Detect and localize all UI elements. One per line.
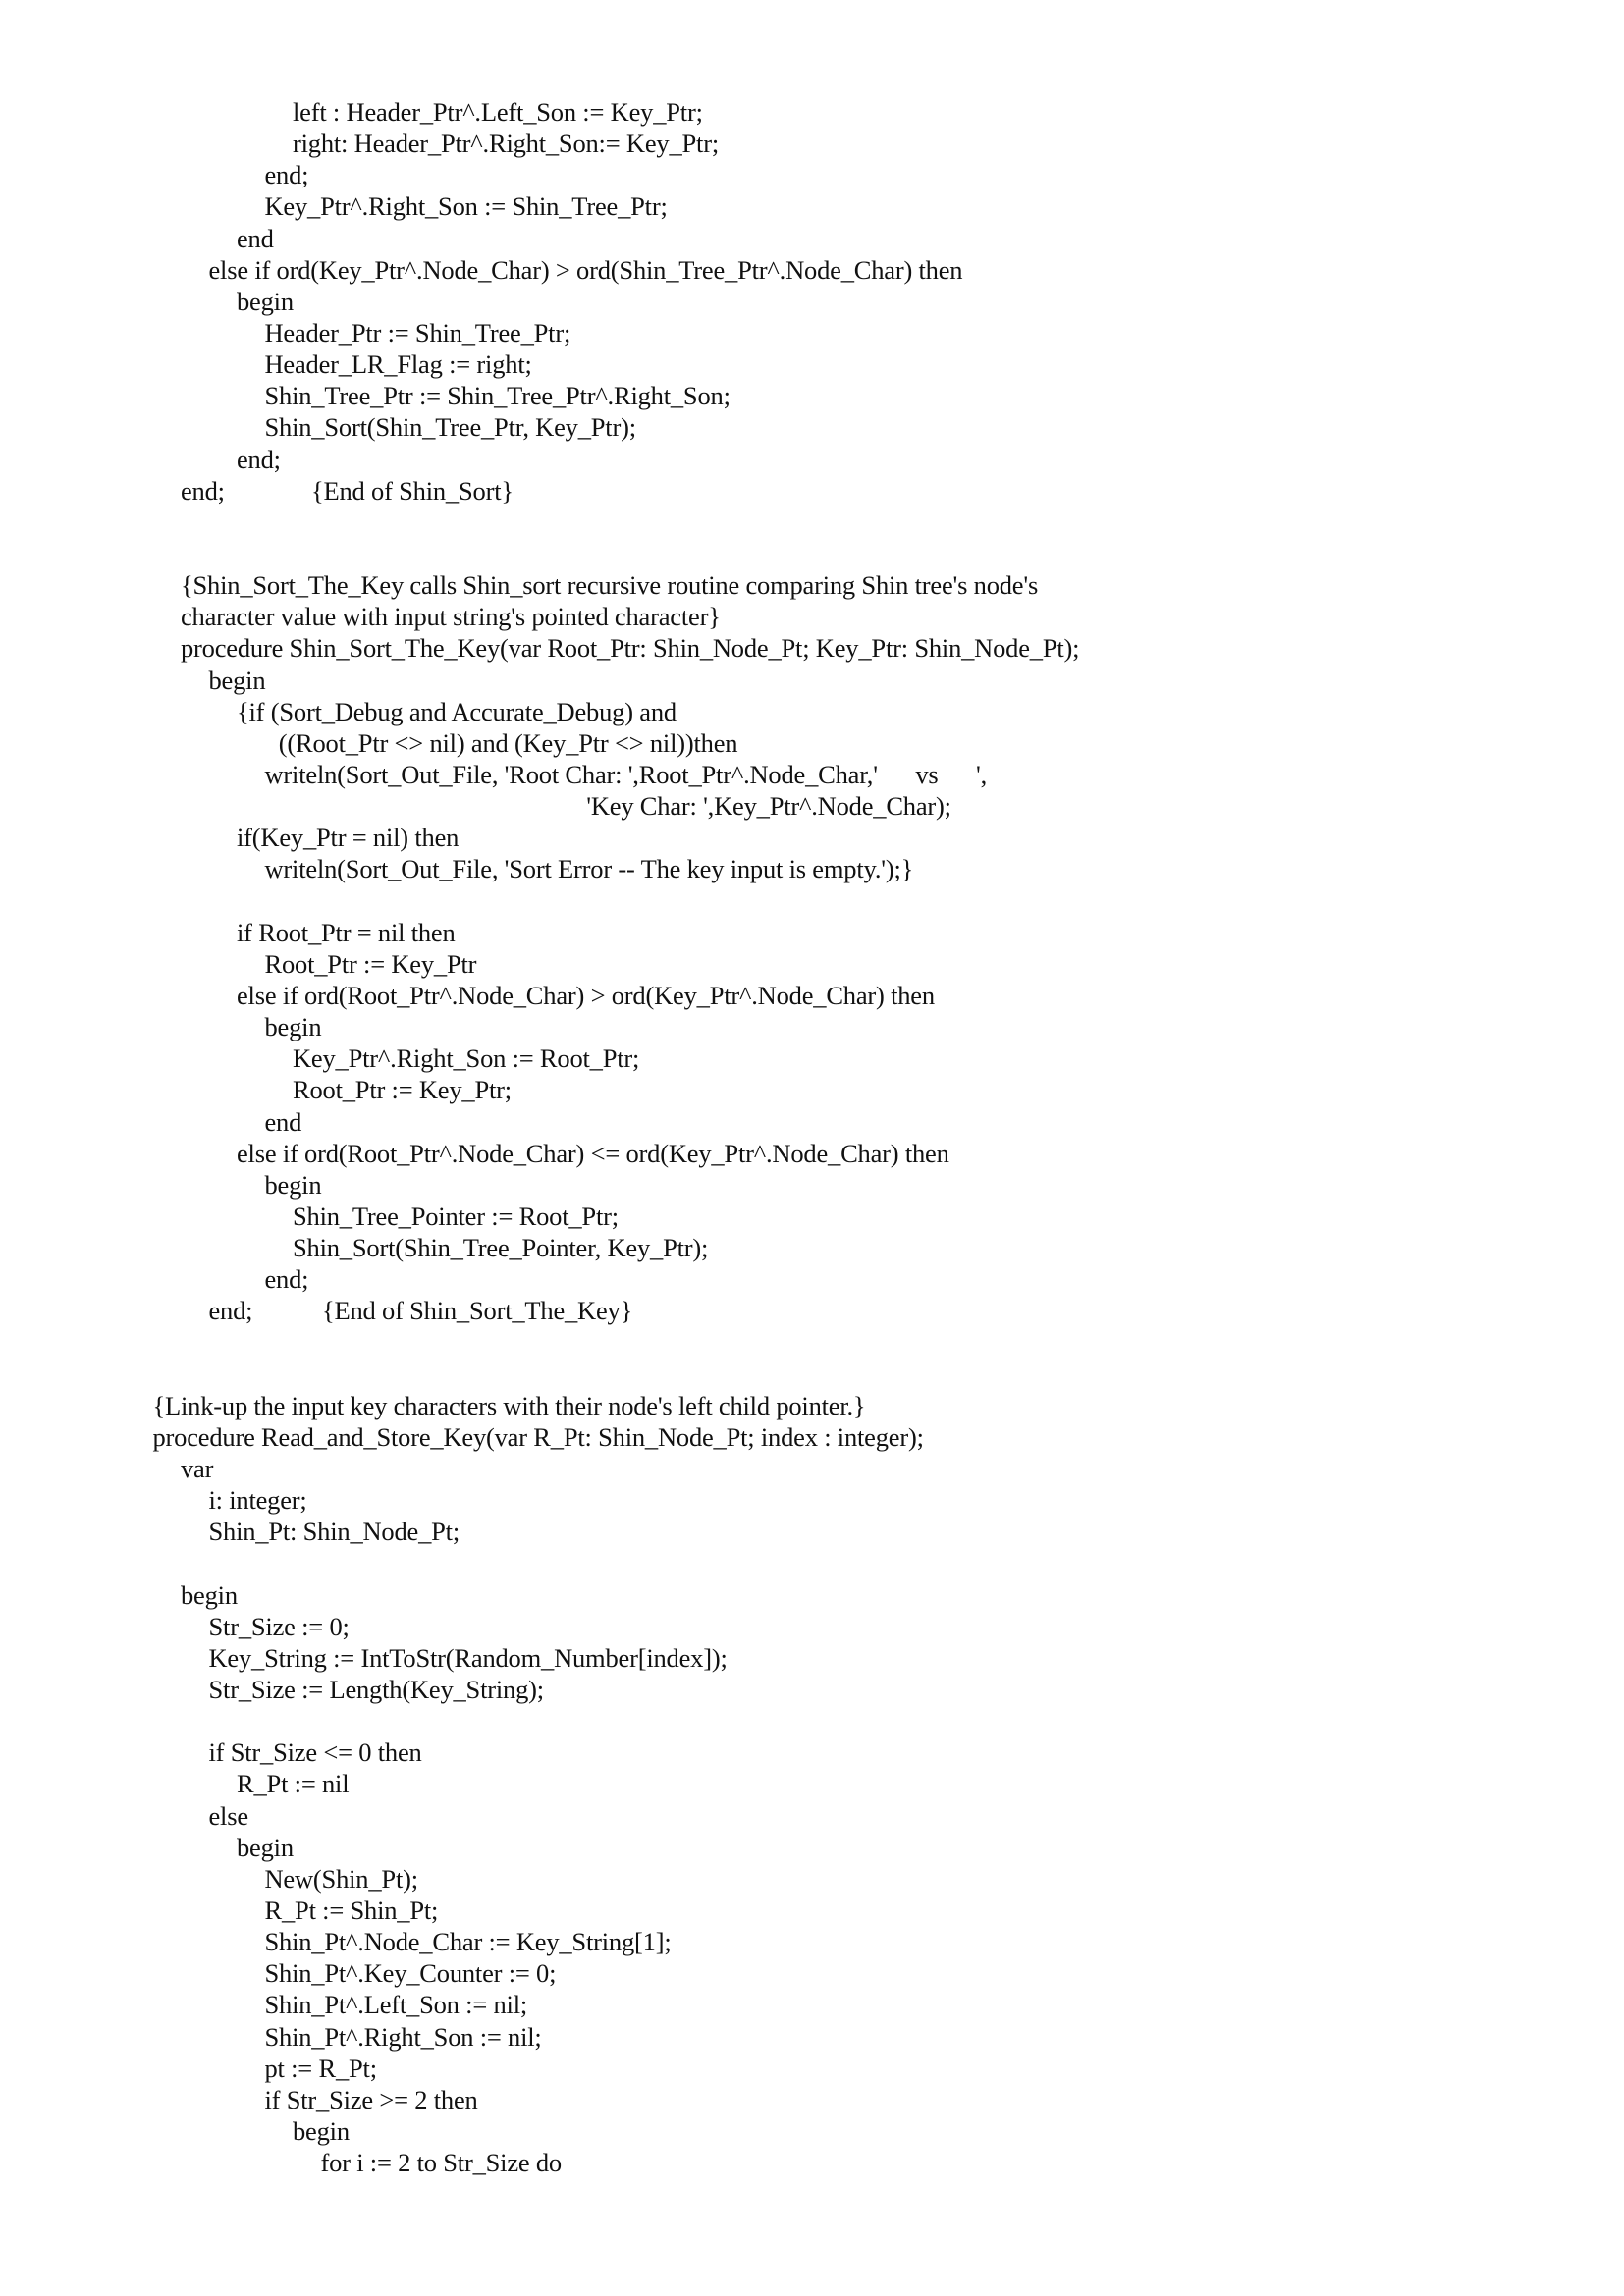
code-line <box>0 475 1624 507</box>
code-line <box>0 1611 1624 1642</box>
code-line <box>0 2021 1624 2053</box>
code-line <box>0 759 1624 790</box>
code-line <box>0 1516 1624 1547</box>
code-text: Shin_Tree_Pointer := Root_Ptr; <box>293 1201 619 1231</box>
blank-line <box>0 1359 1624 1390</box>
code-text: Shin_Pt^.Node_Char := Key_String[1]; <box>264 1927 672 1957</box>
code-line <box>0 159 1624 190</box>
code-text: Root_Ptr := Key_Ptr <box>264 948 477 979</box>
blank-line <box>0 1547 1624 1578</box>
code-line <box>0 1989 1624 2020</box>
code-text: else if ord(Root_Ptr^.Node_Char) <= ord(Key_Ptr^.Node_Char) then <box>237 1138 949 1168</box>
code-line <box>0 853 1624 884</box>
code-line <box>0 1863 1624 1895</box>
code-line <box>0 1484 1624 1516</box>
code-line <box>0 2084 1624 2115</box>
code-text: character value with input string's pointed character} <box>181 602 721 632</box>
code-text: end; <box>264 1264 309 1295</box>
code-text: if Root_Ptr = nil then <box>237 917 456 947</box>
code-comment: {End of Shin_Sort} <box>311 475 514 506</box>
code-text: Header_LR_Flag := right; <box>264 349 532 380</box>
code-text: {Link-up the input key characters with their node's left child pointer.} <box>152 1390 866 1420</box>
code-text: begin <box>264 1169 322 1200</box>
code-line <box>0 96 1624 128</box>
code-line <box>0 1642 1624 1674</box>
code-text: end; <box>237 444 281 474</box>
blank-line <box>0 538 1624 569</box>
code-text: New(Shin_Pt); <box>264 1863 418 1894</box>
code-line <box>0 569 1624 601</box>
blank-line <box>0 1705 1624 1736</box>
code-line <box>0 1957 1624 1989</box>
code-text: Key_Ptr^.Right_Son := Shin_Tree_Ptr; <box>264 191 668 222</box>
code-line <box>0 444 1624 475</box>
code-line <box>0 1390 1624 1421</box>
code-text: Root_Ptr := Key_Ptr; <box>293 1075 512 1105</box>
code-text: {if (Sort_Debug and Accurate_Debug) and <box>237 696 677 726</box>
code-line <box>0 822 1624 853</box>
code-text: Str_Size := 0; <box>208 1611 350 1641</box>
code-line <box>0 790 1624 822</box>
code-text: left : Header_Ptr^.Left_Son := Key_Ptr; <box>293 97 703 127</box>
code-line <box>0 348 1624 380</box>
code-line <box>0 632 1624 664</box>
code-line <box>0 1421 1624 1453</box>
code-line <box>0 411 1624 443</box>
code-line <box>0 727 1624 759</box>
code-text: begin <box>237 286 294 316</box>
code-line <box>0 1768 1624 1799</box>
code-text: Shin_Sort(Shin_Tree_Ptr, Key_Ptr); <box>264 412 636 443</box>
code-line <box>0 1169 1624 1201</box>
code-text: Header_Ptr := Shin_Tree_Ptr; <box>264 317 571 347</box>
code-line <box>0 1579 1624 1611</box>
code-line <box>0 948 1624 980</box>
code-line <box>0 2053 1624 2084</box>
code-text: else <box>208 1800 248 1831</box>
code-text: begin <box>293 2116 350 2146</box>
code-line <box>0 2147 1624 2178</box>
code-text: {Shin_Sort_The_Key calls Shin_sort recursive routine comparing Shin tree's node's <box>181 570 1039 601</box>
code-text: for i := 2 to Str_Size do <box>320 2148 562 2178</box>
code-text: if Str_Size >= 2 then <box>264 2084 478 2114</box>
code-text: else if ord(Root_Ptr^.Node_Char) > ord(Key_Ptr^.Node_Char) then <box>237 980 935 1010</box>
code-line <box>0 380 1624 411</box>
code-text: Shin_Pt: Shin_Node_Pt; <box>208 1517 460 1547</box>
blank-line <box>0 507 1624 538</box>
code-line <box>0 1736 1624 1768</box>
code-text: end; <box>264 160 309 190</box>
code-text: end; <box>181 475 225 506</box>
code-text: if Str_Size <= 0 then <box>208 1737 422 1768</box>
code-line <box>0 1042 1624 1074</box>
code-text: var <box>181 1454 214 1484</box>
code-line <box>0 917 1624 948</box>
code-line <box>0 190 1624 222</box>
code-text: pt := R_Pt; <box>264 2053 377 2083</box>
code-text: Key_String := IntToStr(Random_Number[index]); <box>208 1642 728 1673</box>
code-text: Shin_Pt^.Right_Son := nil; <box>264 2021 542 2052</box>
code-text: i: integer; <box>208 1485 307 1516</box>
code-line <box>0 1895 1624 1926</box>
blank-line <box>0 885 1624 917</box>
code-text: writeln(Sort_Out_File, 'Sort Error -- The key input is empty.');} <box>264 854 914 884</box>
code-line <box>0 128 1624 159</box>
code-line <box>0 1074 1624 1105</box>
code-line <box>0 980 1624 1011</box>
code-text: R_Pt := Shin_Pt; <box>264 1896 439 1926</box>
code-text: R_Pt := nil <box>237 1769 350 1799</box>
code-line <box>0 2115 1624 2147</box>
code-line <box>0 286 1624 317</box>
code-line <box>0 1832 1624 1863</box>
code-text: right: Header_Ptr^.Right_Son:= Key_Ptr; <box>293 129 719 159</box>
code-line <box>0 1263 1624 1295</box>
code-line <box>0 223 1624 254</box>
code-line <box>0 665 1624 696</box>
code-line <box>0 601 1624 632</box>
code-text: if(Key_Ptr = nil) then <box>237 823 460 853</box>
code-line <box>0 1232 1624 1263</box>
code-text: procedure Read_and_Store_Key(var R_Pt: Shin_Node_Pt; index : integer); <box>152 1421 924 1452</box>
code-text: else if ord(Key_Ptr^.Node_Char) > ord(Shin_Tree_Ptr^.Node_Char) then <box>208 254 963 285</box>
code-text: 'Key Char: ',Key_Ptr^.Node_Char); <box>586 791 951 822</box>
code-text: Key_Ptr^.Right_Son := Root_Ptr; <box>293 1043 640 1074</box>
code-comment: {End of Shin_Sort_The_Key} <box>322 1296 633 1326</box>
code-text: end <box>264 1106 302 1137</box>
code-line <box>0 1201 1624 1232</box>
code-line <box>0 317 1624 348</box>
code-listing <box>0 96 1624 2178</box>
code-text: ((Root_Ptr <> nil) and (Key_Ptr <> nil))then <box>278 727 738 758</box>
code-line <box>0 1674 1624 1705</box>
code-text: Shin_Sort(Shin_Tree_Pointer, Key_Ptr); <box>293 1233 709 1263</box>
code-line <box>0 1926 1624 1957</box>
code-text: Str_Size := Length(Key_String); <box>208 1675 544 1705</box>
code-text: begin <box>181 1579 238 1610</box>
code-line <box>0 696 1624 727</box>
code-line <box>0 1106 1624 1138</box>
code-line <box>0 1011 1624 1042</box>
code-text: Shin_Tree_Ptr := Shin_Tree_Ptr^.Right_Son; <box>264 381 731 411</box>
code-line <box>0 1453 1624 1484</box>
code-line <box>0 1138 1624 1169</box>
code-text: begin <box>264 1012 322 1042</box>
code-text: end <box>237 223 274 253</box>
blank-line <box>0 1326 1624 1358</box>
code-line <box>0 254 1624 286</box>
code-text: writeln(Sort_Out_File, 'Root Char: ',Root_Ptr^.Node_Char,' vs ', <box>264 759 988 789</box>
code-text: end; <box>208 1296 253 1326</box>
code-line <box>0 1800 1624 1832</box>
code-text: Shin_Pt^.Key_Counter := 0; <box>264 1958 557 1989</box>
code-text: begin <box>208 665 266 695</box>
code-line <box>0 1295 1624 1326</box>
code-text: begin <box>237 1832 294 1862</box>
code-text: procedure Shin_Sort_The_Key(var Root_Ptr: Shin_Node_Pt; Key_Ptr: Shin_Node_Pt); <box>181 633 1080 664</box>
code-text: Shin_Pt^.Left_Son := nil; <box>264 1990 528 2020</box>
